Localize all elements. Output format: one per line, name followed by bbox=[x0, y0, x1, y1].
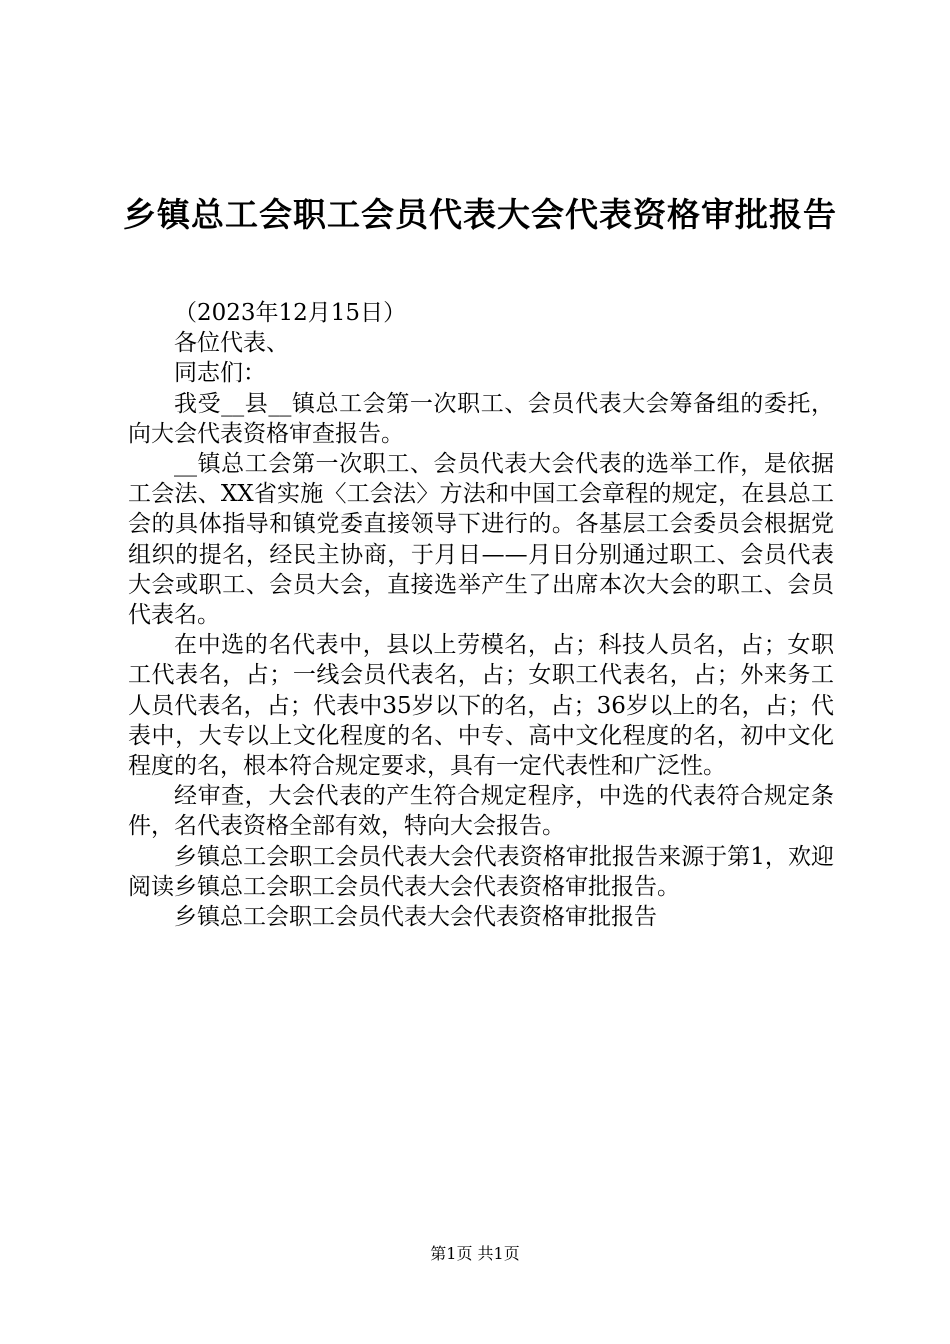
document-title: 乡镇总工会职工会员代表大会代表资格审批报告 bbox=[123, 195, 837, 234]
paragraph-election: __镇总工会第一次职工、会员代表大会代表的选举工作，是依据工会法、XX省实施〈工会法〉方法和中国工会章程的规定，在县总工会的具体指导和镇党委直接领导下进行的。各基层工会委员会根据党组织的提名，经民主协商，于月日——月日分别通过职工、会员代表大会或职工、会员大会，直接选举产生了出席本次大会的职工、会员代表名。 bbox=[128, 451, 834, 629]
document-date: （2023年12月15日） bbox=[174, 300, 407, 326]
salutation-line-1: 各位代表、 bbox=[174, 330, 289, 357]
paragraph-composition: 在中选的名代表中，县以上劳模名，占；科技人员名，占；女职工代表名，占；一线会员代表名，占；女职工代表名，占；外来务工人员代表名，占；代表中35岁以下的名，占；36岁以上的名，占；代表中，大专以上文化程度的名、中专、高中文化程度的名，初中文化程度的名，根本符合规定要求，具有一定代表性和广泛性。 bbox=[128, 632, 834, 780]
paragraph-intro: 我受__县__镇总工会第一次职工、会员代表大会筹备组的委托，向大会代表资格审查报告。 bbox=[128, 390, 834, 447]
page-footer: 第1页 共1页 bbox=[430, 1244, 520, 1263]
salutation-line-2: 同志们： bbox=[174, 360, 266, 387]
document-body bbox=[128, 298, 834, 932]
paragraph-source: 乡镇总工会职工会员代表大会代表资格审批报告来源于第1，欢迎阅读乡镇总工会职工会员代表大会代表资格审批报告。 bbox=[128, 843, 834, 900]
paragraph-title-repeat: 乡镇总工会职工会员代表大会代表资格审批报告 bbox=[174, 904, 657, 931]
paragraph-conclusion: 经审查，大会代表的产生符合规定程序，中选的代表符合规定条件，名代表资格全部有效，特向大会报告。 bbox=[128, 783, 834, 840]
